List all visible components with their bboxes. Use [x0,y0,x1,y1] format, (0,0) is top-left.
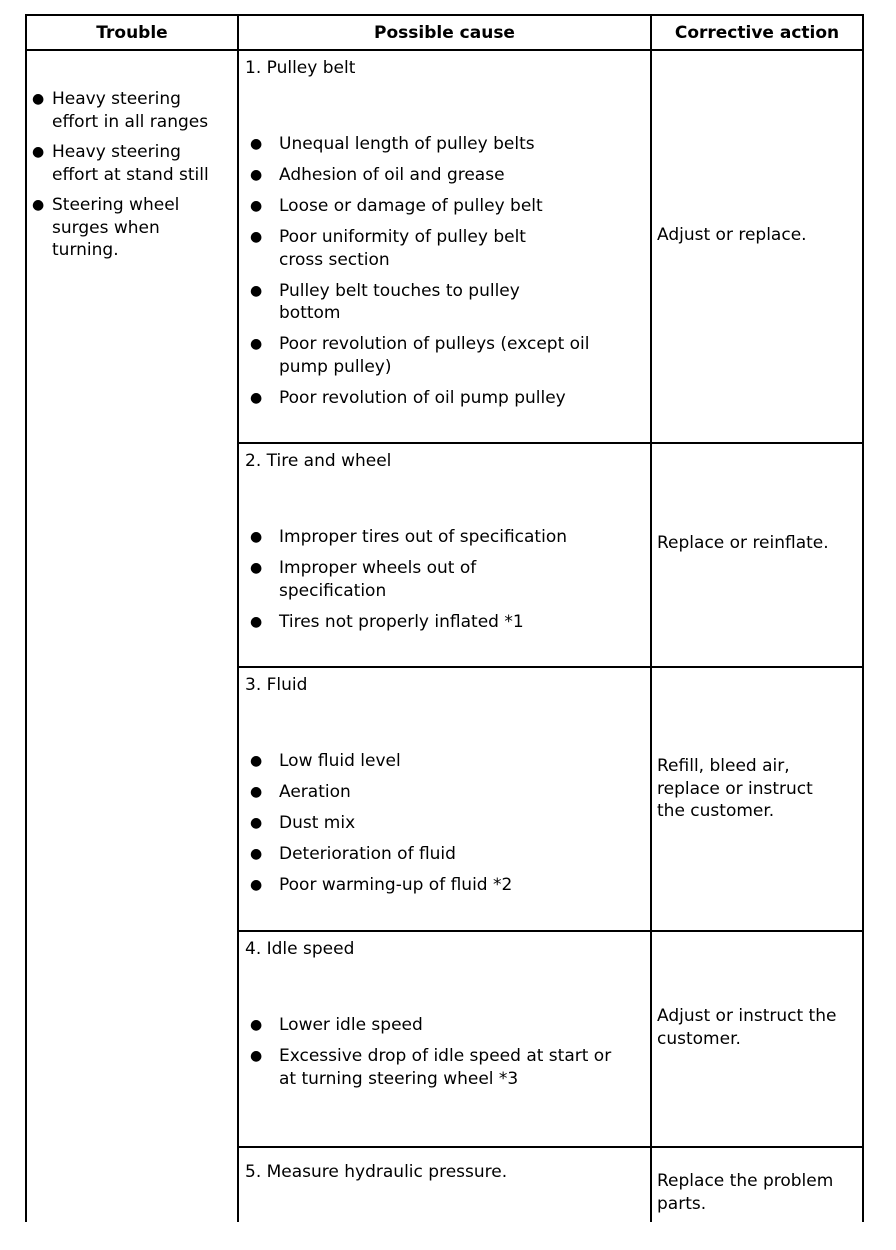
section-title: 1. Pulley belt [245,58,356,78]
bullet-icon: ● [250,336,263,352]
header-possible-cause: Possible cause [374,23,515,43]
list-item: ● Dust mix [250,813,356,833]
section-divider-4 [237,1146,864,1148]
section-title: 2. Tire and wheel [245,451,392,471]
section-divider-2 [237,666,864,668]
list-item: ● Heavy steering effort at stand still [32,142,209,185]
table-left-border [25,14,27,1222]
cause-list [248,133,608,418]
bullet-icon: ● [250,753,263,769]
list-item: ● Poor uniformity of pulley belt cross section [250,227,526,270]
bullet-icon: ● [250,560,263,576]
bullet-icon: ● [250,282,263,299]
header-trouble: Trouble [96,23,168,43]
list-item: ● Excessive drop of idle speed at start or at turning steering wheel *3 [250,1046,612,1089]
bullet-icon: ● [250,1048,263,1064]
section-title: 5. Measure hydraulic pressure. [245,1162,508,1182]
header-corrective-action: Corrective action [674,23,840,43]
corrective-action-text: Replace the problem parts. [657,1171,834,1214]
cause-list [248,1014,612,1099]
corrective-action-text: Refill, bleed air, replace or instruct the customer. [657,756,813,821]
cause-list [248,750,608,905]
bullet-icon: ● [32,197,45,213]
list-item: ● Tires not properly inflated *1 [250,611,524,632]
bullet-icon: ● [32,144,45,160]
header-bottom-border [25,49,864,51]
bullet-icon: ● [250,229,263,245]
bullet-icon: ● [32,91,45,107]
list-item: ● Improper tires out of specification [250,527,567,547]
list-item: ● Unequal length of pulley belts [250,134,535,154]
list-item: ● Poor warming-up of fluid *2 [250,875,513,895]
column-divider-2 [650,14,652,1222]
list-item: ● Adhesion of oil and grease [250,165,505,185]
list-item: ● Heavy steering effort in all ranges [32,89,209,132]
bullet-icon: ● [250,167,263,183]
list-item: ● Steering wheel surges when turning. [32,195,180,260]
section-title: 4. Idle speed [245,939,355,959]
cause-list [248,526,608,642]
list-item: ● Pulley belt touches to pulley bottom [250,280,520,323]
column-divider-1 [237,14,239,1222]
bullet-icon: ● [250,136,263,152]
section-divider-1 [237,442,864,444]
list-item: ● Improper wheels out of specification [250,558,477,601]
list-item: ● Lower idle speed [250,1015,423,1035]
section-divider-3 [237,930,864,932]
bullet-icon: ● [250,198,263,214]
list-item: ● Aeration [250,782,351,802]
corrective-action-text: Replace or reinflate. [657,533,829,553]
bullet-icon: ● [250,613,263,630]
bullet-icon: ● [250,784,263,800]
bullet-icon: ● [250,877,263,893]
bullet-icon: ● [250,389,263,406]
bullet-icon: ● [250,1017,263,1033]
table-right-border [862,14,864,1222]
list-item: ● Loose or damage of pulley belt [250,196,543,216]
bullet-icon: ● [250,529,263,545]
list-item: ● Deterioration of fluid [250,844,456,864]
corrective-action-text: Adjust or replace. [657,225,807,245]
section-title: 3. Fluid [245,675,308,695]
trouble-list [32,88,212,270]
bullet-icon: ● [250,846,263,862]
corrective-action-text: Adjust or instruct the customer. [657,1006,837,1049]
list-item: ● Low fluid level [250,751,401,771]
list-item: ● Poor revolution of pulleys (except oil pump pulley) [250,334,590,377]
bullet-icon: ● [250,815,263,831]
list-item: ● Poor revolution of oil pump pulley [250,387,566,408]
